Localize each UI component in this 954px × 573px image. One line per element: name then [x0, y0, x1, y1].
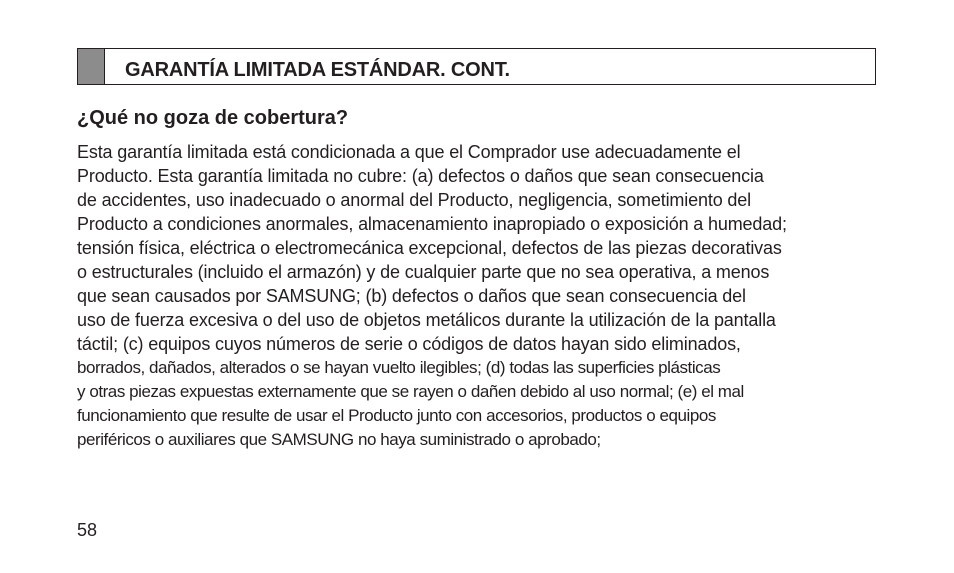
page-number: 58	[77, 520, 98, 540]
body-paragraph	[77, 140, 877, 452]
section-header-bar	[77, 48, 876, 85]
body-line: y otras piezas expuestas externamente que se rayen o dañen debido al uso normal; (e) el mal	[77, 382, 744, 401]
body-line: de accidentes, uso inadecuado o anormal del Producto, negligencia, sometimiento del	[77, 190, 751, 210]
body-line: Esta garantía limitada está condicionada a que el Comprador use adecuadamente el	[77, 142, 741, 162]
body-line: táctil; (c) equipos cuyos números de serie o códigos de datos hayan sido eliminados,	[77, 334, 741, 354]
header-accent-block	[78, 49, 105, 84]
body-line: Producto a condiciones anormales, almacenamiento inapropiado o exposición a humedad;	[77, 214, 787, 234]
body-line: tensión física, eléctrica o electromecánica excepcional, defectos de las piezas decorativas	[77, 238, 782, 258]
body-line: periféricos o auxiliares que SAMSUNG no haya suministrado o aprobado;	[77, 430, 601, 449]
body-line: uso de fuerza excesiva o del uso de objetos metálicos durante la utilización de la pantalla	[77, 310, 776, 330]
body-line: o estructurales (incluido el armazón) y de cualquier parte que no sea operativa, a menos	[77, 262, 770, 282]
page-title: GARANTÍA LIMITADA ESTÁNDAR. CONT.	[125, 59, 510, 81]
body-line: funcionamiento que resulte de usar el Producto junto con accesorios, productos o equipos	[77, 406, 716, 425]
body-line: que sean causados por SAMSUNG; (b) defectos o daños que sean consecuencia del	[77, 286, 746, 306]
body-line: borrados, dañados, alterados o se hayan vuelto ilegibles; (d) todas las superficies plásticas	[77, 358, 721, 377]
body-line: Producto. Esta garantía limitada no cubre: (a) defectos o daños que sean consecuencia	[77, 166, 764, 186]
section-heading: ¿Qué no goza de cobertura?	[77, 107, 349, 129]
